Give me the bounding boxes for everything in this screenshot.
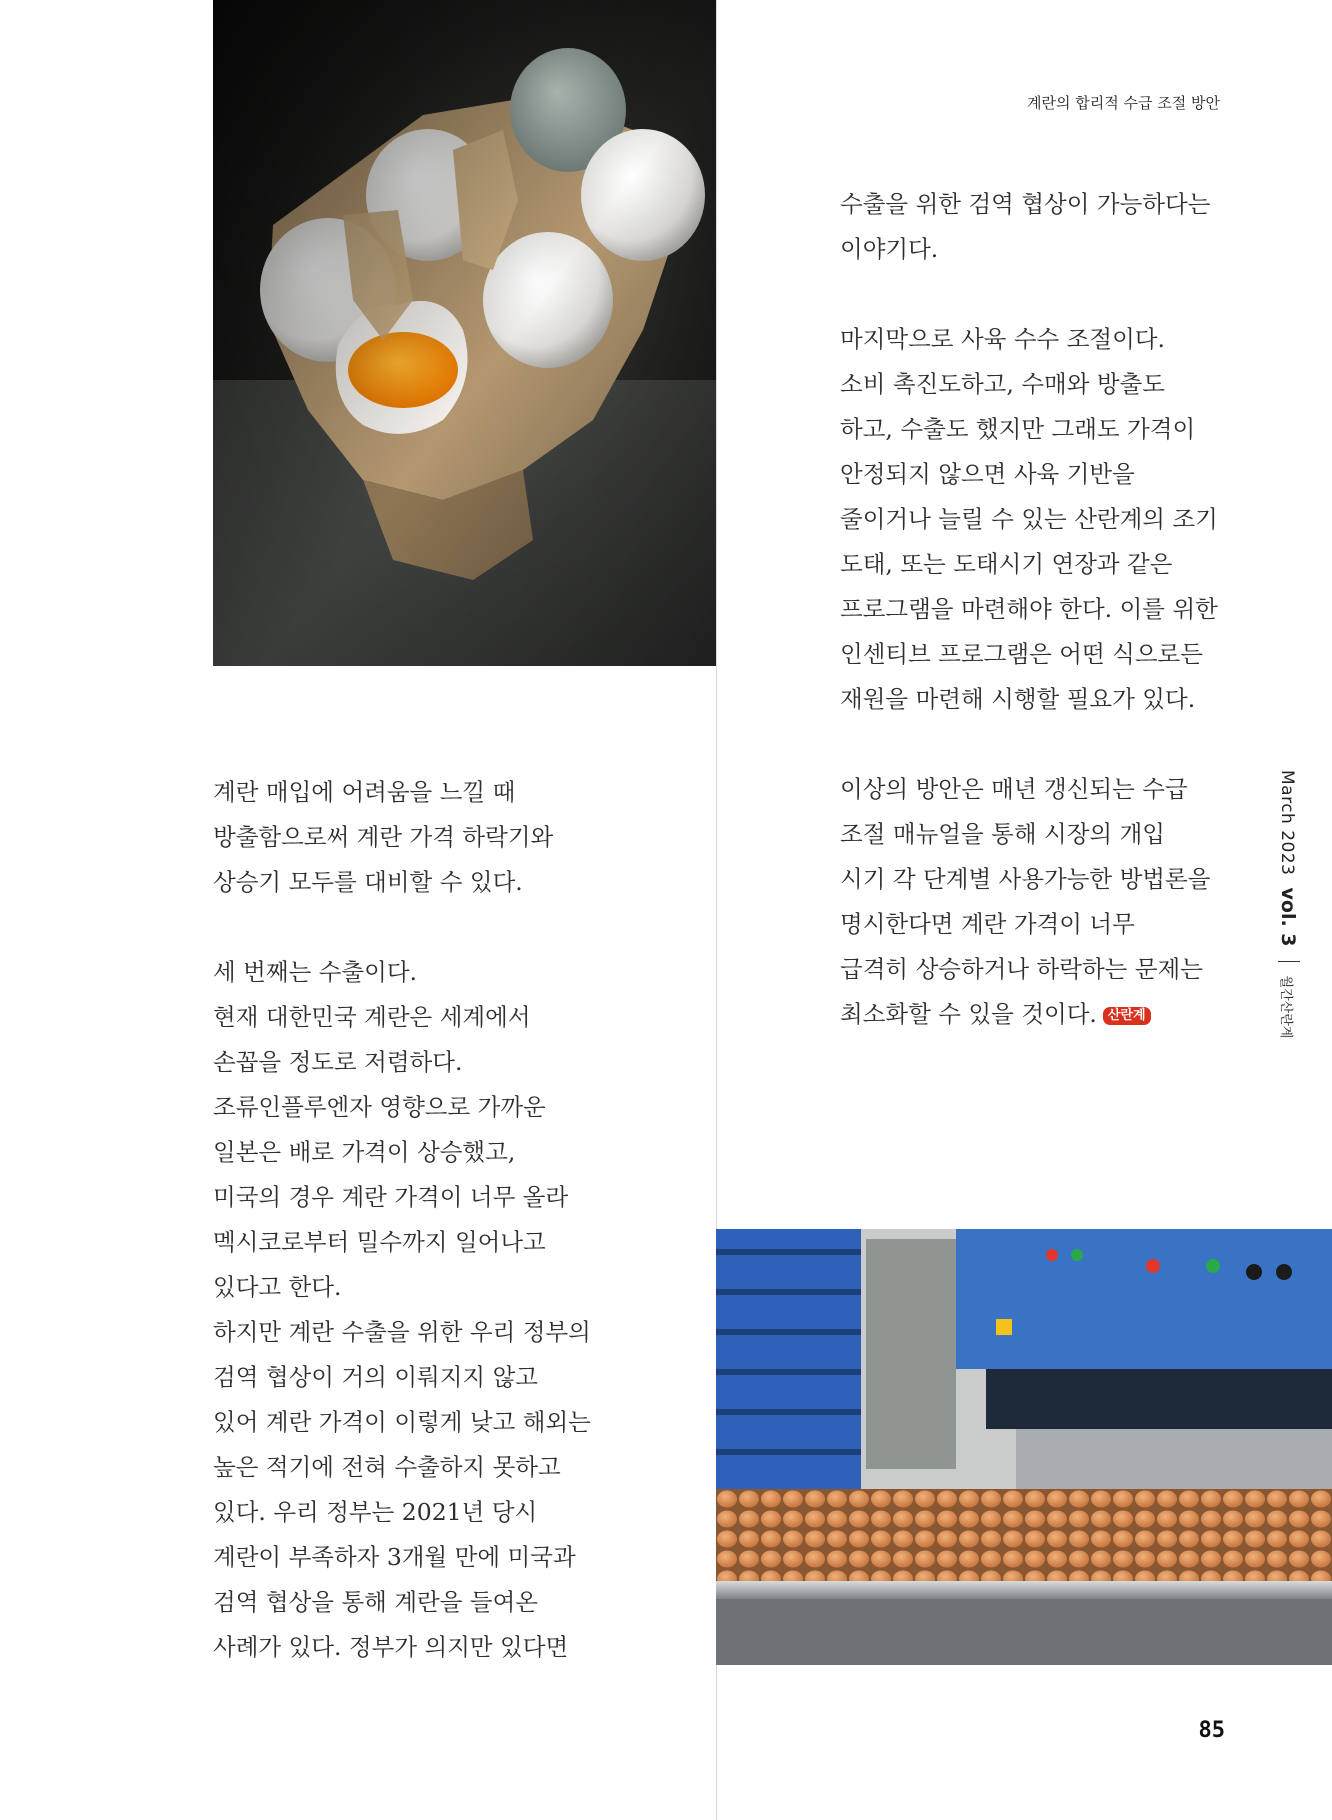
left-column-text [213, 770, 613, 1670]
right-column-text [840, 182, 1240, 1037]
issue-month: March 2023 [1277, 770, 1297, 876]
text-line: 현재 대한민국 계란은 세계에서 [213, 1003, 531, 1031]
egg-carton-photo [213, 0, 716, 666]
text-line: 세 번째는 수출이다. [213, 958, 418, 986]
text-line: 최소화할 수 있을 것이다. [840, 1000, 1097, 1028]
text-line: 방출함으로써 계란 가격 하락기와 [213, 823, 554, 851]
running-header: 계란의 합리적 수급 조절 방안 [1027, 94, 1220, 112]
side-tab-text [1277, 770, 1300, 1038]
text-line: 인센티브 프로그램은 어떤 식으로든 [840, 640, 1203, 668]
text-line: 마지막으로 사육 수수 조절이다. [840, 325, 1165, 353]
text-line: 미국의 경우 계란 가격이 너무 올라 [213, 1183, 569, 1211]
egg-grading-line-illustration [716, 1229, 1332, 1665]
egg-carton-illustration [213, 0, 716, 666]
egg-factory-photo [716, 1229, 1332, 1665]
text-line: 일본은 배로 가격이 상승했고, [213, 1138, 516, 1166]
text-line: 검역 협상이 거의 이뤄지지 않고 [213, 1363, 538, 1391]
text-line: 상승기 모두를 대비할 수 있다. [213, 868, 523, 896]
magazine-name: 월간산란계 [1278, 975, 1293, 1039]
text-line: 손꼽을 정도로 저렴하다. [213, 1048, 463, 1076]
side-tab [1270, 770, 1310, 1039]
text-line: 조절 매뉴얼을 통해 시장의 개입 [840, 820, 1165, 848]
text-line: 하지만 계란 수출을 위한 우리 정부의 [213, 1318, 591, 1346]
text-line: 사례가 있다. 정부가 의지만 있다면 [213, 1633, 569, 1661]
text-line: 멕시코로부터 밀수까지 일어나고 [213, 1228, 546, 1256]
text-line: 도태, 또는 도태시기 연장과 같은 [840, 550, 1173, 578]
text-line: 있다고 한다. [213, 1273, 342, 1301]
text-line: 명시한다면 계란 가격이 너무 [840, 910, 1135, 938]
text-line: 시기 각 단계별 사용가능한 방법론을 [840, 865, 1211, 893]
text-line: 재원을 마련해 시행할 필요가 있다. [840, 685, 1196, 713]
text-line-last [840, 992, 1240, 1037]
text-line: 줄이거나 늘릴 수 있는 산란계의 조기 [840, 505, 1218, 533]
issue-volume: vol. 3 [1277, 887, 1299, 947]
text-line: 조류인플루엔자 영향으로 가까운 [213, 1093, 546, 1121]
text-line: 급격히 상승하거나 하락하는 문제는 [840, 955, 1203, 983]
text-line: 수출을 위한 검역 협상이 가능하다는 [840, 190, 1211, 218]
text-line: 이상의 방안은 매년 갱신되는 수급 [840, 775, 1188, 803]
text-line: 계란 매입에 어려움을 느낄 때 [213, 778, 516, 806]
text-line: 있어 계란 가격이 이렇게 낮고 해외는 [213, 1408, 591, 1436]
text-line: 검역 협상을 통해 계란을 들여온 [213, 1588, 538, 1616]
text-line: 소비 촉진도하고, 수매와 방출도 [840, 370, 1165, 398]
text-line: 프로그램을 마련해야 한다. 이를 위한 [840, 595, 1218, 623]
text-line: 높은 적기에 전혀 수출하지 못하고 [213, 1453, 561, 1481]
end-mark-badge: 산란계 [1103, 1007, 1151, 1025]
text-line: 계란이 부족하자 3개월 만에 미국과 [213, 1543, 576, 1571]
side-tab-separator [1278, 961, 1300, 962]
text-line: 있다. 우리 정부는 2021년 당시 [213, 1498, 538, 1526]
text-line: 하고, 수출도 했지만 그래도 가격이 [840, 415, 1196, 443]
page-number: 85 [1198, 1718, 1225, 1743]
text-line: 안정되지 않으면 사육 기반을 [840, 460, 1135, 488]
text-line: 이야기다. [840, 235, 939, 263]
